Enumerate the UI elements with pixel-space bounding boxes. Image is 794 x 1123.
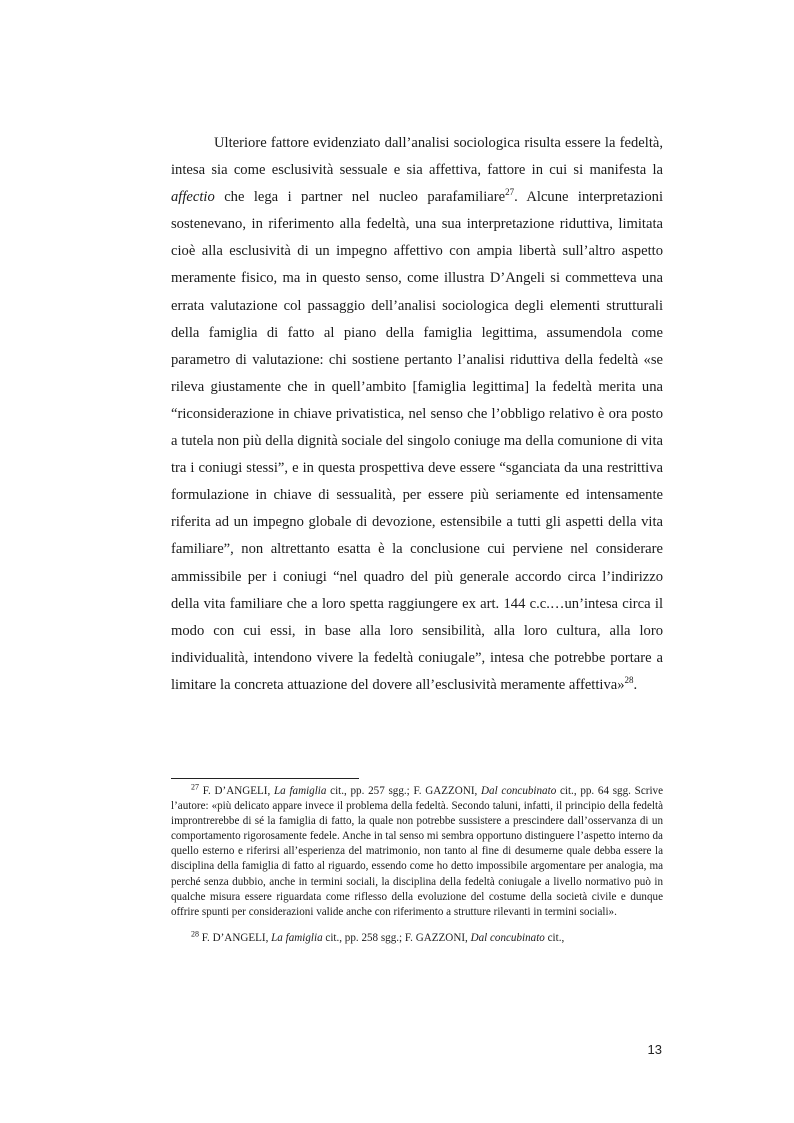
italic-title: Dal concubinato [470, 931, 545, 944]
text-run: Ulteriore fattore evidenziato dall’analisi sociologica risulta essere la fedeltà, intesa sia come esclusività sessuale e sia affettiva, fattore in cui si manifesta la [171, 135, 663, 179]
footnote-separator [171, 778, 359, 779]
text-run: che lega i partner nel nucleo parafamiliare [214, 189, 506, 206]
text-run: . [633, 676, 638, 693]
text-run: cit., pp. 64 sgg. Scrive l’autore: «più delicato appare invece il problema della fedeltà. Secondo taluni, infatti, il principio della fedeltà improntrerebbe di sé la famiglia di fatto, la quale non potrebbe sussistere a prescindere dall’osservanza di un comportamento rigorosamente fedele. Anche in tal senso mi sembra opportuno distinguere l’aspetto interno da quello esterno e riferirsi all’esperienza del matrimonio, non tanto al fine di desumerne quale debba essere la disciplina della famiglia di fatto al riguardo, essendo come ho detto impossibile argomentare per analogia, ma perché senza dubbio, anche in termini sociali, la disciplina della fedeltà coniugale a livello normativo può in qualche misura essere riguardata come riflesso della evoluzione del costume della società civile e dunque offrire spunti per considerazioni valide anche con riferimento a strutture rilevanti in termini sociali». [171, 785, 663, 918]
footnote-ref-27[interactable]: 27 [505, 187, 515, 198]
italic-term: affectio [171, 189, 215, 206]
footnote-27 [171, 784, 663, 920]
footnote-28 [171, 931, 663, 946]
text-run: cit., pp. 257 sgg.; F. GAZZONI, [326, 785, 482, 797]
footnotes [171, 784, 663, 946]
text-run: . Alcune interpretazioni sostenevano, in riferimento alla fedeltà, una sua interpretazione riduttiva, limitata cioè alla esclusività di un impegno affettivo con ampia libertà sull’altro aspetto meramente fisico, ma in questo senso, come illustra D’Angeli si commetteva una errata valutazione col passaggio dell’analisi sociologica degli elementi strutturali della famiglia di fatto al piano della famiglia legittima, assumendola come parametro di valutazione: chi sostiene pertanto l’analisi riduttiva della fedeltà «se rileva giustamente che in quell’ambito [famiglia legittima] la fedeltà merita una “riconsiderazione in chiave privatistica, nel senso che l’obbligo relativo è ora posto a tutela non più della dignità sociale del singolo coniuge ma della comunione di vita tra i coniugi stessi”, e in questa prospettiva deve essere “sganciata da una restrittiva formulazione in chiave di sessualità, per essere più seriamente ed intensamente riferita ad un impegno globale di devozione, estensibile a tutti gli aspetti della vita familiare”, non altrettanto esatta è la conclusione cui perviene nel considerare ammissibile per i coniugi “nel quadro del più generale accordo circa l’indirizzo della vita familiare che a loro spetta raggiungere ex art. 144 c.c.…un’intesa circa il modo con cui essi, in base alla loro sensibilità, alla loro cultura, alla loro individualità, intendono vivere la fedeltà coniugale”, intesa che potrebbe portare a limitare la concreta attuazione del dovere all’esclusività meramente affettiva» [171, 189, 664, 693]
main-paragraph [171, 130, 663, 699]
text-run: F. D’ANGELI, [199, 931, 272, 944]
footnote-number: 28 [191, 929, 199, 939]
text-run: cit., [544, 931, 565, 944]
text-run: cit., pp. 258 sgg.; F. GAZZONI, [322, 931, 471, 944]
footnote-number: 27 [191, 782, 199, 792]
body-text [171, 130, 663, 699]
footnote-ref-28[interactable]: 28 [624, 675, 634, 686]
italic-title: La famiglia [271, 931, 323, 944]
italic-title: Dal concubinato [481, 785, 557, 797]
text-run: F. D’ANGELI, [199, 785, 274, 797]
italic-title: La famiglia [274, 785, 327, 797]
page-number: 13 [647, 1042, 662, 1057]
